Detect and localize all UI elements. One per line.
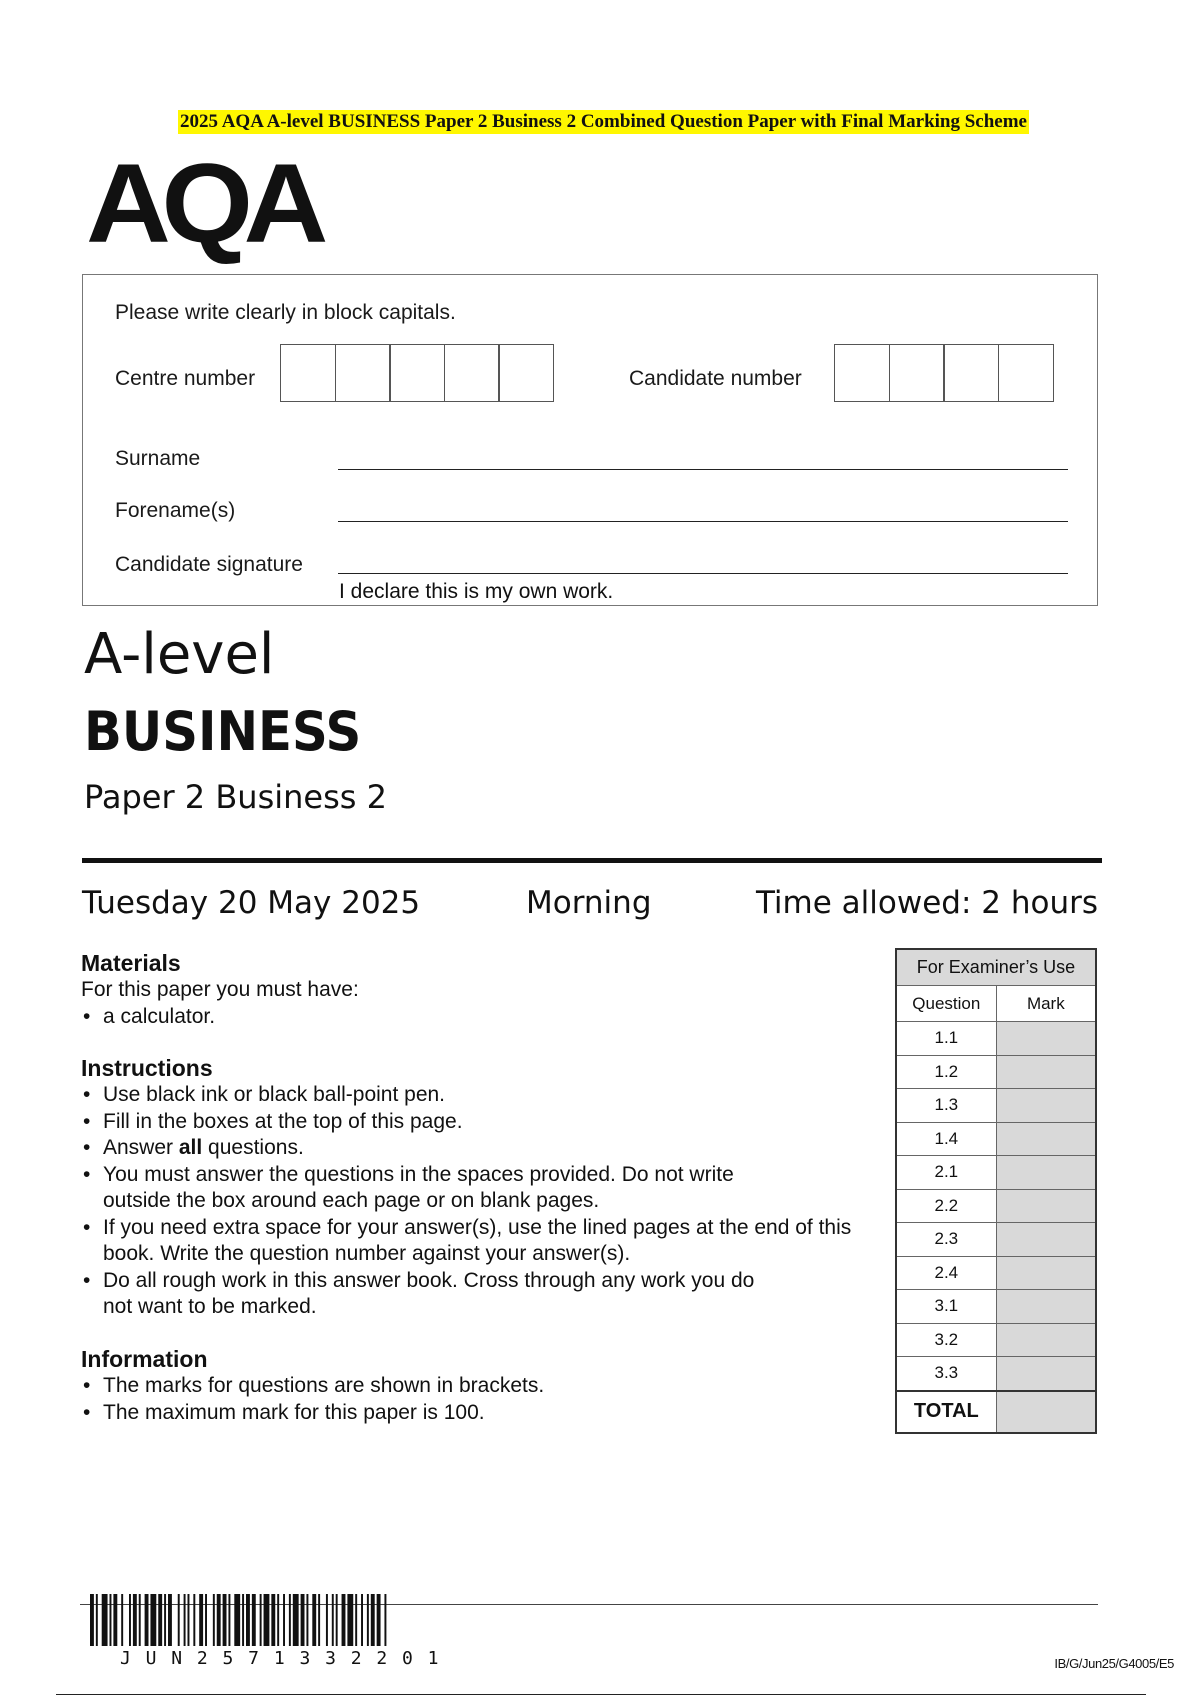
barcode-bar xyxy=(332,1594,334,1646)
instruction-item: • If you need extra space for your answer(s), use the lined pages at the end of this book. Write the question number against your answer(s). xyxy=(81,1215,883,1268)
candidate-number-cell[interactable] xyxy=(998,344,1054,402)
examiner-table-heading: For Examiner’s Use xyxy=(896,949,1096,986)
barcode-bar xyxy=(158,1594,162,1646)
barcode-bar xyxy=(277,1594,279,1646)
barcode-bar xyxy=(293,1594,299,1646)
materials-item: • a calculator. xyxy=(81,1004,881,1031)
barcode-bar xyxy=(96,1594,98,1646)
table-row xyxy=(896,1122,1096,1156)
exam-date: Tuesday 20 May 2025 xyxy=(82,885,421,921)
information-item: • The marks for questions are shown in brackets. xyxy=(81,1373,871,1400)
declaration-text: I declare this is my own work. xyxy=(339,580,614,603)
barcode-bar xyxy=(283,1594,285,1646)
question-number: 2.2 xyxy=(896,1189,996,1223)
question-number: 2.3 xyxy=(896,1223,996,1257)
barcode-bar xyxy=(164,1594,166,1646)
candidate-number-cell[interactable] xyxy=(889,344,945,402)
total-mark-cell[interactable] xyxy=(996,1391,1096,1433)
surname-line[interactable] xyxy=(338,469,1068,470)
barcode-bar xyxy=(213,1594,215,1646)
aqa-logo: AQA xyxy=(86,141,319,266)
question-number: 1.2 xyxy=(896,1055,996,1089)
exam-time-allowed: Time allowed: 2 hours xyxy=(755,885,1098,921)
barcode-bar xyxy=(145,1594,149,1646)
barcode-bar xyxy=(355,1594,357,1646)
table-row xyxy=(896,1357,1096,1391)
barcode-bar xyxy=(217,1594,221,1646)
instructions-heading: Instructions xyxy=(81,1055,213,1081)
mark-cell[interactable] xyxy=(996,1089,1096,1123)
instructions-section xyxy=(81,1055,871,1321)
barcode-bar xyxy=(306,1594,308,1646)
centre-number-cell[interactable] xyxy=(335,344,391,402)
information-section xyxy=(81,1346,871,1426)
barcode-bar xyxy=(205,1594,207,1646)
total-label: TOTAL xyxy=(896,1391,996,1433)
barcode-bar xyxy=(342,1594,346,1646)
barcode-bar xyxy=(184,1594,186,1646)
footer-rule xyxy=(56,1694,1146,1695)
barcode-bar xyxy=(223,1594,227,1646)
exam-session: Morning xyxy=(526,885,652,921)
candidate-number-label: Candidate number xyxy=(629,367,802,390)
centre-number-label: Centre number xyxy=(115,367,256,390)
candidate-number-cell[interactable] xyxy=(943,344,999,402)
barcode-bar xyxy=(178,1594,180,1646)
instruction-item: • You must answer the questions in the spaces provided. Do not write outside the box around each page or on blank pages. xyxy=(81,1162,783,1215)
instruction-item: • Use black ink or black ball-point pen. xyxy=(81,1082,871,1109)
mark-cell[interactable] xyxy=(996,1223,1096,1257)
document-banner: 2025 AQA A-level BUSINESS Paper 2 Business 2 Combined Question Paper with Final Marking Scheme xyxy=(180,111,1027,132)
mark-cell[interactable] xyxy=(996,1290,1096,1324)
question-number: 1.1 xyxy=(896,1022,996,1056)
instruction-item: • Answer all questions. xyxy=(81,1135,871,1162)
barcode-bar xyxy=(271,1594,275,1646)
forename-line[interactable] xyxy=(338,521,1068,522)
form-instruction: Please write clearly in block capitals. xyxy=(115,301,456,324)
barcode-bar xyxy=(326,1594,328,1646)
question-number: 1.3 xyxy=(896,1089,996,1123)
question-number: 3.1 xyxy=(896,1290,996,1324)
barcode-bar xyxy=(260,1594,262,1646)
candidate-number-cell[interactable] xyxy=(834,344,890,402)
materials-intro: For this paper you must have: xyxy=(81,978,359,1001)
question-column-header: Question xyxy=(896,986,996,1022)
table-row xyxy=(896,1223,1096,1257)
question-number: 2.4 xyxy=(896,1256,996,1290)
barcode-bar xyxy=(234,1594,240,1646)
materials-heading: Materials xyxy=(81,950,181,976)
surname-label: Surname xyxy=(115,447,201,470)
barcode-bar xyxy=(193,1594,195,1646)
table-row xyxy=(896,1156,1096,1190)
mark-cell[interactable] xyxy=(996,1022,1096,1056)
information-heading: Information xyxy=(81,1346,208,1372)
barcode-bar xyxy=(361,1594,363,1646)
question-number: 3.2 xyxy=(896,1323,996,1357)
barcode-bar xyxy=(90,1594,94,1646)
barcode xyxy=(90,1594,475,1646)
barcode-bar xyxy=(336,1594,338,1646)
barcode-bar xyxy=(199,1594,203,1646)
barcode-bar xyxy=(246,1594,250,1646)
mark-cell[interactable] xyxy=(996,1055,1096,1089)
table-row xyxy=(896,1055,1096,1089)
qualification-level: A-level xyxy=(84,622,275,687)
table-row xyxy=(896,1189,1096,1223)
barcode-bar xyxy=(228,1594,230,1646)
table-row xyxy=(896,1089,1096,1123)
barcode-number: JUN2571332201 xyxy=(120,1648,454,1669)
instruction-item: • Do all rough work in this answer book. Cross through any work you do not want to be marked. xyxy=(81,1268,783,1321)
barcode-bar xyxy=(188,1594,190,1646)
signature-line[interactable] xyxy=(338,573,1068,574)
barcode-bar xyxy=(168,1594,172,1646)
barcode-bar xyxy=(312,1594,316,1646)
centre-number-cell[interactable] xyxy=(389,344,445,402)
paper-reference: IB/G/Jun25/G4005/E5 xyxy=(1054,1656,1174,1671)
table-row xyxy=(896,1290,1096,1324)
materials-section xyxy=(81,950,881,1030)
information-item: • The maximum mark for this paper is 100. xyxy=(81,1400,871,1427)
subject-title: BUSINESS xyxy=(84,700,362,763)
mark-cell[interactable] xyxy=(996,1122,1096,1156)
centre-number-cell[interactable] xyxy=(444,344,500,402)
section-divider xyxy=(82,858,1102,863)
table-row xyxy=(896,1323,1096,1357)
signature-label: Candidate signature xyxy=(115,553,303,576)
barcode-bar xyxy=(384,1594,386,1646)
barcode-bar xyxy=(102,1594,108,1646)
barcode-bar xyxy=(264,1594,270,1646)
candidate-number-boxes xyxy=(834,344,1054,402)
barcode-bar xyxy=(121,1594,123,1646)
barcode-bar xyxy=(129,1594,131,1646)
barcode-bar xyxy=(150,1594,156,1646)
barcode-bar xyxy=(139,1594,141,1646)
examiner-use-table xyxy=(895,948,1097,1434)
barcode-bar xyxy=(133,1594,137,1646)
question-number: 1.4 xyxy=(896,1122,996,1156)
mark-cell[interactable] xyxy=(996,1256,1096,1290)
table-row xyxy=(896,1022,1096,1056)
centre-number-boxes xyxy=(280,344,554,402)
barcode-bar xyxy=(318,1594,320,1646)
table-row xyxy=(896,1256,1096,1290)
total-row xyxy=(896,1391,1096,1433)
question-number: 2.1 xyxy=(896,1156,996,1190)
paper-title: Paper 2 Business 2 xyxy=(84,778,387,816)
mark-column-header: Mark xyxy=(996,986,1096,1022)
barcode-bar xyxy=(113,1594,117,1646)
mark-cell[interactable] xyxy=(996,1189,1096,1223)
barcode-bar xyxy=(242,1594,244,1646)
forename-label: Forename(s) xyxy=(115,499,236,522)
question-number: 3.3 xyxy=(896,1357,996,1391)
mark-cell[interactable] xyxy=(996,1156,1096,1190)
barcode-bar xyxy=(110,1594,112,1646)
barcode-bar xyxy=(347,1594,353,1646)
candidate-details-box xyxy=(82,274,1098,606)
barcode-bar xyxy=(377,1594,381,1646)
centre-number-cell[interactable] xyxy=(280,344,336,402)
mark-cell[interactable] xyxy=(996,1323,1096,1357)
barcode-bar xyxy=(252,1594,256,1646)
barcode-bar xyxy=(289,1594,291,1646)
barcode-bar xyxy=(371,1594,375,1646)
mark-cell[interactable] xyxy=(996,1357,1096,1391)
barcode-bar xyxy=(367,1594,369,1646)
instruction-item: • Fill in the boxes at the top of this page. xyxy=(81,1109,871,1136)
barcode-bar xyxy=(301,1594,305,1646)
centre-number-cell[interactable] xyxy=(498,344,554,402)
